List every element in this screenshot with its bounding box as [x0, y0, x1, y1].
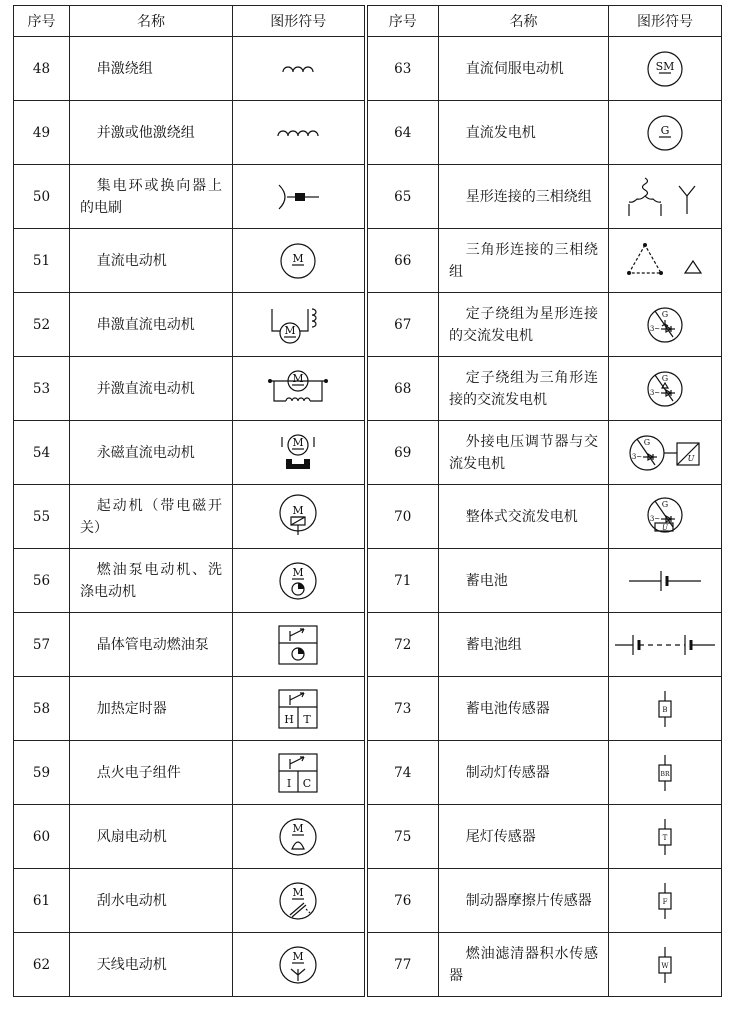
component-name-text: 起动机（带电磁开关） — [80, 497, 222, 536]
fan-motor-symbol — [278, 817, 318, 857]
row-number: 52 — [14, 293, 70, 357]
row-number: 61 — [14, 869, 70, 933]
component-name-text: 整体式交流发电机 — [465, 508, 578, 525]
header-symbol-left: 图形符号 — [233, 6, 366, 37]
row-number: 74 — [366, 741, 439, 805]
component-name — [439, 293, 609, 357]
component-name — [439, 869, 609, 933]
svg-text:G: G — [661, 373, 669, 383]
row-number: 67 — [366, 293, 439, 357]
table-row — [14, 677, 722, 741]
row-number: 57 — [14, 613, 70, 677]
row-number: 59 — [14, 741, 70, 805]
component-name — [70, 229, 233, 293]
table-row — [14, 37, 722, 101]
graphic-symbol-cell — [609, 165, 722, 229]
integral-alternator-symbol — [645, 497, 685, 537]
starter-with-solenoid-symbol — [278, 497, 318, 537]
graphic-symbol-cell — [233, 869, 366, 933]
svg-text:M: M — [292, 503, 304, 517]
component-name — [439, 933, 609, 997]
component-name-text: 刮水电动机 — [96, 892, 167, 909]
component-name-text: 外接电压调节器与交流发电机 — [449, 433, 598, 472]
component-name — [70, 421, 233, 485]
svg-text:C: C — [303, 776, 312, 790]
graphic-symbol-cell — [233, 37, 366, 101]
dc-servo-motor-symbol — [645, 49, 685, 89]
shunt-dc-motor-symbol — [266, 367, 330, 411]
row-number: 66 — [366, 229, 439, 293]
dc-generator-symbol — [645, 113, 685, 153]
table-row — [14, 869, 722, 933]
row-number: 51 — [14, 229, 70, 293]
component-name — [439, 485, 609, 549]
graphic-symbol-cell — [233, 101, 366, 165]
graphic-symbol-cell — [609, 485, 722, 549]
svg-text:U: U — [687, 453, 695, 463]
fuel-filter-water-sensor-symbol — [655, 945, 675, 985]
component-name — [70, 805, 233, 869]
component-name — [70, 293, 233, 357]
row-number: 76 — [366, 869, 439, 933]
component-name-text: 串激直流电动机 — [96, 316, 195, 333]
component-name — [70, 485, 233, 549]
graphic-symbol-cell — [609, 421, 722, 485]
component-name-text: 点火电子组件 — [96, 764, 181, 781]
brush-on-slip-ring-symbol — [273, 181, 323, 213]
component-name-text: 并激直流电动机 — [96, 380, 195, 397]
series-dc-motor-symbol — [268, 303, 328, 347]
component-name-text: 燃油滤清器积水传感器 — [449, 945, 598, 984]
component-name-text: 直流发电机 — [465, 124, 536, 141]
svg-text:T: T — [662, 833, 668, 842]
delta-alternator-symbol — [645, 369, 685, 409]
svg-text:G: G — [660, 123, 670, 137]
row-number: 75 — [366, 805, 439, 869]
component-name-text: 三角形连接的三相绕组 — [449, 241, 598, 280]
graphic-symbol-cell — [233, 229, 366, 293]
table-row — [14, 421, 722, 485]
row-number: 48 — [14, 37, 70, 101]
component-name-text: 直流伺服电动机 — [465, 60, 564, 77]
header-num-left: 序号 — [14, 6, 70, 37]
battery-sensor-symbol — [655, 689, 675, 729]
svg-text:3~: 3~ — [649, 324, 661, 333]
header-symbol-right: 图形符号 — [609, 6, 722, 37]
component-name-text: 直流电动机 — [96, 252, 167, 269]
fuel-pump-motor-symbol — [278, 561, 318, 601]
transistor-fuel-pump-symbol — [276, 623, 320, 667]
row-number: 50 — [14, 165, 70, 229]
delta-three-phase-winding-symbol — [623, 239, 707, 283]
alternator-external-regulator-symbol — [625, 431, 705, 475]
graphic-symbol-cell — [609, 293, 722, 357]
graphic-symbol-cell — [233, 613, 366, 677]
svg-text:H: H — [284, 712, 295, 726]
table-row — [14, 741, 722, 805]
graphic-symbol-cell — [233, 805, 366, 869]
component-name-text: 蓄电池 — [465, 572, 508, 589]
row-number: 71 — [366, 549, 439, 613]
component-name-text: 定子绕组为星形连接的交流发电机 — [449, 305, 598, 344]
graphic-symbol-cell — [233, 293, 366, 357]
component-name-text: 并激或他激绕组 — [96, 124, 195, 141]
row-number: 68 — [366, 357, 439, 421]
component-name-text: 集电环或换向器上的电刷 — [80, 177, 222, 216]
graphic-symbol-cell — [233, 741, 366, 805]
graphic-symbol-cell — [233, 165, 366, 229]
component-name — [70, 613, 233, 677]
row-number: 69 — [366, 421, 439, 485]
row-number: 55 — [14, 485, 70, 549]
graphic-symbol-cell — [233, 357, 366, 421]
tail-light-sensor-symbol — [655, 817, 675, 857]
graphic-symbol-cell — [609, 933, 722, 997]
ignition-module-symbol — [276, 751, 320, 795]
component-name — [439, 165, 609, 229]
component-name-text: 燃油泵电动机、洗涤电动机 — [80, 561, 222, 600]
svg-text:SM: SM — [655, 59, 675, 73]
component-name — [70, 933, 233, 997]
component-name — [70, 549, 233, 613]
series-winding-symbol — [278, 62, 318, 76]
table-row — [14, 293, 722, 357]
component-name-text: 加热定时器 — [96, 700, 167, 717]
component-name — [439, 805, 609, 869]
svg-text:G: G — [643, 437, 651, 447]
component-name — [439, 549, 609, 613]
component-name-text: 尾灯传感器 — [465, 828, 536, 845]
component-name — [70, 741, 233, 805]
row-number: 54 — [14, 421, 70, 485]
svg-text:W: W — [661, 961, 669, 970]
row-number: 53 — [14, 357, 70, 421]
table-row — [14, 485, 722, 549]
component-name — [439, 229, 609, 293]
row-number: 62 — [14, 933, 70, 997]
graphic-symbol-cell — [609, 741, 722, 805]
graphic-symbol-cell — [609, 805, 722, 869]
svg-text:I: I — [287, 776, 292, 790]
header-num-right: 序号 — [366, 6, 439, 37]
svg-text:3~: 3~ — [649, 388, 661, 397]
component-name-text: 风扇电动机 — [96, 828, 167, 845]
component-name-text: 永磁直流电动机 — [96, 444, 195, 461]
table-row — [14, 357, 722, 421]
component-name-text: 星形连接的三相绕组 — [465, 188, 592, 205]
svg-text:F: F — [662, 897, 668, 906]
component-name — [70, 677, 233, 741]
svg-text:M: M — [292, 949, 304, 963]
graphic-symbol-cell — [609, 101, 722, 165]
graphic-symbol-cell — [609, 357, 722, 421]
antenna-motor-symbol — [278, 945, 318, 985]
svg-text:M: M — [292, 371, 304, 385]
row-number: 77 — [366, 933, 439, 997]
svg-text:M: M — [292, 821, 304, 835]
component-name — [439, 421, 609, 485]
wiper-motor-symbol — [278, 881, 318, 921]
svg-text:3~: 3~ — [631, 452, 643, 461]
component-name-text: 串激绕组 — [96, 60, 153, 77]
graphic-symbol-cell — [609, 37, 722, 101]
table-row — [14, 549, 722, 613]
graphic-symbol-cell — [233, 933, 366, 997]
component-name — [439, 741, 609, 805]
graphic-symbol-cell — [233, 677, 366, 741]
brake-light-sensor-symbol — [655, 753, 675, 793]
heater-timer-symbol — [276, 687, 320, 731]
graphic-symbol-cell — [233, 485, 366, 549]
star-three-phase-winding-symbol — [625, 174, 705, 220]
component-name-text: 蓄电池组 — [465, 636, 522, 653]
shunt-winding-symbol — [273, 126, 323, 140]
component-name — [439, 357, 609, 421]
table-row — [14, 613, 722, 677]
electrical-symbol-table — [13, 5, 722, 997]
svg-text:BR: BR — [660, 770, 670, 778]
dc-motor-symbol — [278, 241, 318, 281]
row-number: 70 — [366, 485, 439, 549]
component-name-text: 定子绕组为三角形连接的交流发电机 — [449, 369, 598, 408]
battery-symbol — [625, 569, 705, 593]
brake-pad-sensor-symbol — [655, 881, 675, 921]
row-number: 65 — [366, 165, 439, 229]
component-name — [70, 357, 233, 421]
graphic-symbol-cell — [609, 549, 722, 613]
svg-text:U: U — [662, 523, 668, 532]
row-number: 58 — [14, 677, 70, 741]
star-alternator-symbol — [645, 305, 685, 345]
table-row — [14, 101, 722, 165]
header-row — [14, 6, 722, 37]
row-number: 73 — [366, 677, 439, 741]
row-number: 56 — [14, 549, 70, 613]
svg-text:M: M — [284, 323, 296, 337]
svg-text:M: M — [292, 435, 304, 449]
svg-text:M: M — [292, 251, 304, 265]
svg-text:3~: 3~ — [649, 514, 661, 523]
component-name-text: 制动器摩擦片传感器 — [465, 892, 592, 909]
component-name-text: 晶体管电动燃油泵 — [96, 636, 209, 653]
svg-text:T: T — [303, 712, 311, 726]
header-name-left: 名称 — [70, 6, 233, 37]
svg-text:M: M — [292, 565, 304, 579]
graphic-symbol-cell — [609, 613, 722, 677]
row-number: 60 — [14, 805, 70, 869]
svg-text:M: M — [292, 885, 304, 899]
header-name-right: 名称 — [439, 6, 609, 37]
component-name — [439, 101, 609, 165]
battery-pack-symbol — [613, 633, 717, 657]
component-name — [70, 869, 233, 933]
component-name — [70, 165, 233, 229]
table-row — [14, 933, 722, 997]
row-number: 63 — [366, 37, 439, 101]
row-number: 72 — [366, 613, 439, 677]
permanent-magnet-dc-motor-symbol — [276, 431, 320, 475]
svg-text:B: B — [662, 705, 668, 714]
graphic-symbol-cell — [609, 869, 722, 933]
component-name — [70, 101, 233, 165]
graphic-symbol-cell — [233, 421, 366, 485]
row-number: 64 — [366, 101, 439, 165]
table-row — [14, 805, 722, 869]
component-name-text: 制动灯传感器 — [465, 764, 550, 781]
component-name-text: 天线电动机 — [96, 956, 167, 973]
table-row — [14, 229, 722, 293]
graphic-symbol-cell — [233, 549, 366, 613]
graphic-symbol-cell — [609, 677, 722, 741]
svg-text:G: G — [661, 309, 669, 319]
component-name — [439, 677, 609, 741]
component-name-text: 蓄电池传感器 — [465, 700, 550, 717]
table-row — [14, 165, 722, 229]
svg-text:G: G — [661, 499, 669, 509]
component-name — [439, 37, 609, 101]
component-name — [439, 613, 609, 677]
component-name — [70, 37, 233, 101]
graphic-symbol-cell — [609, 229, 722, 293]
row-number: 49 — [14, 101, 70, 165]
